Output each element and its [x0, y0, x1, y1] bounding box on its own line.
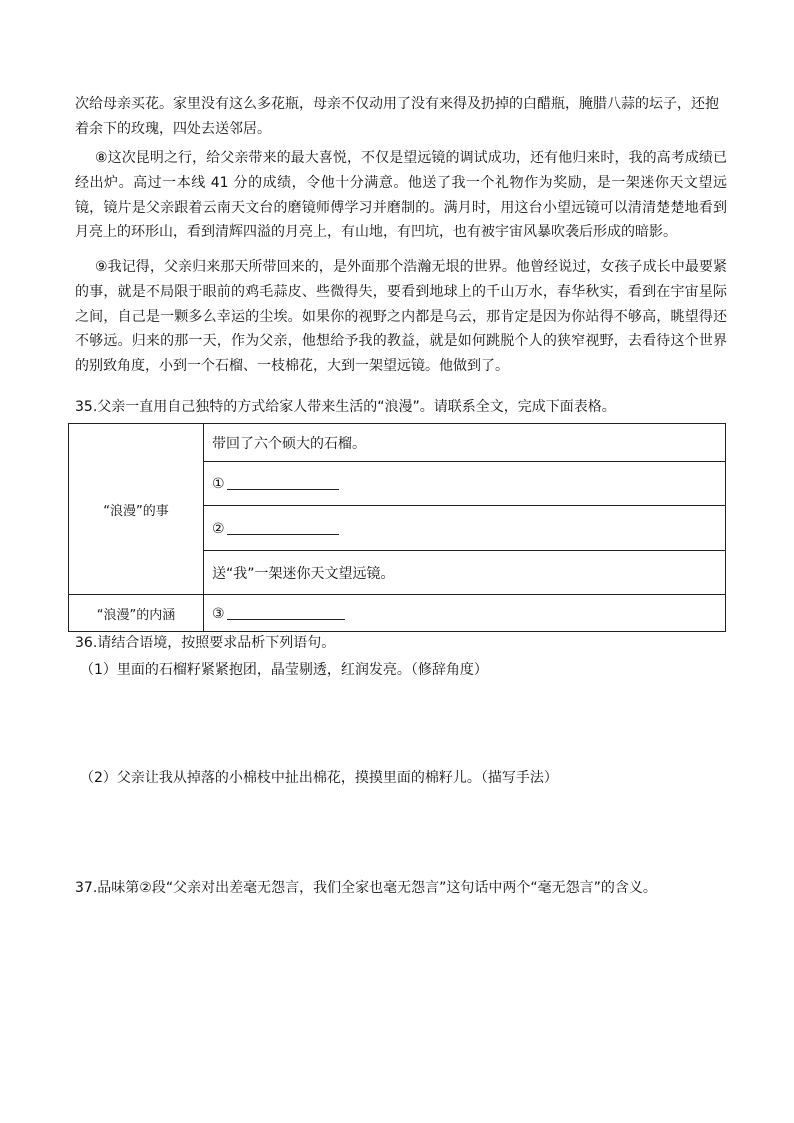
- romance-meaning-label: “浪漫”的内涵: [69, 595, 204, 632]
- romance-item-blank-1[interactable]: [204, 462, 726, 506]
- blank-number: ①: [212, 476, 225, 492]
- passage-paragraph-8: ⑧这次昆明之行，给父亲带来的最大喜悦，不仅是望远镜的调试成功，还有他归来时，我的高考成绩已经出炉。高过一本线 41 分的成绩，令他十分满意。他送了我一个礼物作为奖励，是一架迷你天文望远镜，镜片是父亲跟着云南天文台的磨镜师傅学习并磨制的。满月时，用这台小望远镜可以清清楚楚地看到月亮上的环形山，看到清辉四溢的月亮上，有山地，有凹坑，也有被宇宙风暴吹袭后形成的暗影。: [75, 150, 727, 241]
- romance-item-pomegranate: 带回了六个硕大的石榴。: [204, 424, 726, 462]
- answer-blank[interactable]: [227, 520, 339, 535]
- answer-blank[interactable]: [227, 605, 345, 620]
- romance-table: [68, 423, 726, 632]
- romance-item-blank-2[interactable]: [204, 506, 726, 551]
- question-36-prompt: 36.请结合语境，按照要求品析下列语句。: [75, 635, 336, 651]
- blank-number: ③: [212, 605, 225, 622]
- romance-item-telescope: 送“我”一架迷你天文望远镜。: [204, 551, 726, 595]
- passage-line: 次给母亲买花。家里没有这么多花瓶，母亲不仅动用了没有来得及扔掉的白醋瓶，腌腊八蒜的坛子，还抱: [75, 96, 719, 112]
- passage-paragraph-9: ⑨我记得，父亲归来那天所带回来的，是外面那个浩瀚无垠的世界。他曾经说过，女孩子成长中最要紧的事，就是不局限于眼前的鸡毛蒜皮、些微得失，要看到地球上的千山万水，春华秋实，看到在宇宙星际之间，自己是一颗多么幸运的尘埃。如果你的视野之内都是乌云，那肯定是因为你站得不够高，眺望得还不够远。归来的那一天，作为父亲，他想给予我的教益，就是如何跳脱个人的狭窄视野，去看待这个世界的别致角度，小到一个石榴、一枝棉花，大到一架望远镜。他做到了。: [75, 259, 727, 375]
- question-36-sub-2: （2）父亲让我从掉落的小棉枝中扯出棉花，摸摸里面的棉籽儿。（描写手法）: [80, 770, 558, 786]
- question-36-sub-1: （1）里面的石榴籽紧紧抱团，晶莹剔透，红润发亮。（修辞角度）: [80, 662, 488, 678]
- question-37-prompt: 37.品味第②段“父亲对出差毫无怨言，我们全家也毫无怨言”这句话中两个“毫无怨言”的含义。: [75, 880, 657, 896]
- romance-things-label: “浪漫”的事: [69, 424, 204, 595]
- answer-blank[interactable]: [227, 475, 339, 490]
- blank-number: ②: [212, 520, 225, 537]
- passage-line: 着余下的玫瑰，四处去送邻居。: [75, 120, 271, 137]
- romance-meaning-blank-3[interactable]: [204, 595, 726, 632]
- passage-paragraph-7-tail: [75, 92, 727, 142]
- question-35-prompt: 35.父亲一直用自己独特的方式给家人带来生活的“浪漫”。请联系全文，完成下面表格。: [75, 399, 616, 415]
